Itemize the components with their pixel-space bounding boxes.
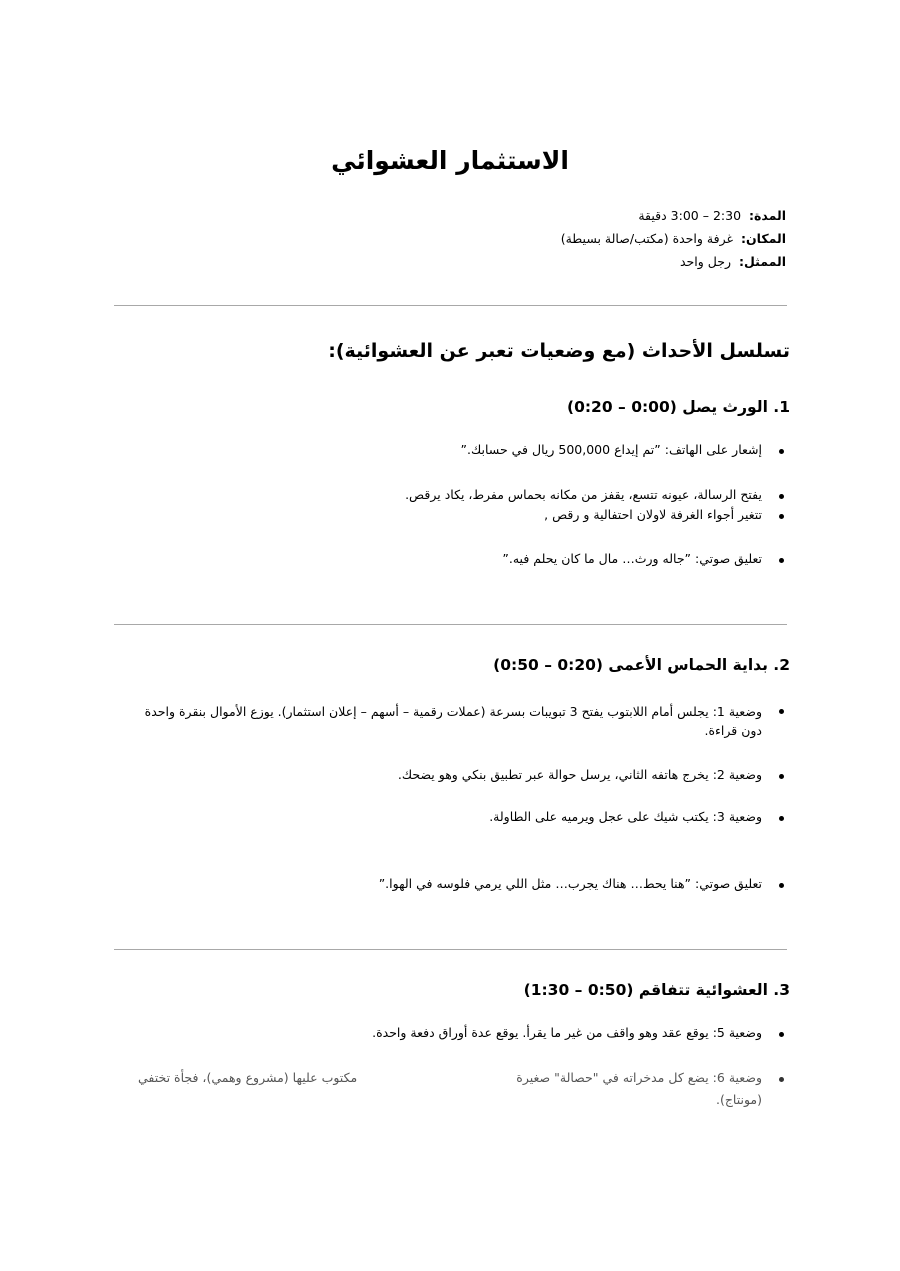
list-item: وضعية 6: يضع كل مدخراته في "حصالة" صغيرة (516, 1070, 762, 1085)
list-item: تعليق صوتي: ”هنا يحط… هناك يجرب… مثل اللي يرمي فلوسه في الهوا.” (378, 876, 762, 891)
list-item-continuation: مكتوب عليها (مشروع وهمي)، فجأة تختفي (138, 1070, 358, 1085)
sequence-heading: تسلسل الأحداث (مع وضعيات تعبر عن العشوائية): (328, 340, 790, 362)
list-item: تتغير أجواء الغرفة لاولان احتفالية و رقص , (544, 507, 762, 522)
section-2-heading: 2. بداية الحماس الأعمى (0:20 – 0:50) (493, 656, 790, 674)
list-item: وضعية 1: يجلس أمام اللابتوب يفتح 3 تبويبات بسرعة (عملات رقمية – أسهم – إعلان استثمار). يوزع الأموال بنقرة واحدة دون قراءة. (132, 702, 762, 740)
divider (114, 305, 787, 306)
list-item: يفتح الرسالة، عيونه تتسع، يقفز من مكانه بحماس مفرط، يكاد يرقص. (405, 487, 762, 502)
location-label: المكان: (741, 231, 786, 246)
section-1-heading: 1. الورث يصل (0:00 – 0:20) (566, 398, 790, 416)
section-3-heading: 3. العشوائية تتفاقم (0:50 – 1:30) (523, 981, 790, 999)
divider (114, 624, 787, 625)
location-value: غرفة واحدة (مكتب/صالة بسيطة) (560, 231, 733, 246)
actor-value: رجل واحد (679, 254, 731, 269)
location-row (561, 231, 786, 246)
list-item: تعليق صوتي: ”جاله ورث… مال ما كان يحلم فيه.” (502, 551, 762, 566)
document-title: الاستثمار العشوائي (331, 146, 569, 175)
duration-value: 2:30 – 3:00 دقيقة (638, 208, 742, 223)
duration-row (638, 208, 786, 223)
actor-label: الممثل: (739, 254, 786, 269)
actor-row (680, 254, 786, 269)
divider (114, 949, 787, 950)
list-item: وضعية 5: يوقع عقد وهو واقف من غير ما يقرأ. يوقع عدة أوراق دفعة واحدة. (372, 1025, 762, 1040)
list-item: وضعية 3: يكتب شيك على عجل ويرميه على الطاولة. (489, 809, 762, 824)
list-item: إشعار على الهاتف: ”تم إيداع 500,000 ريال في حسابك.” (460, 442, 762, 457)
duration-label: المدة: (749, 208, 786, 223)
list-item: وضعية 2: يخرج هاتفه الثاني، يرسل حوالة عبر تطبيق بنكي وهو يضحك. (397, 767, 762, 782)
list-item-continuation: (مونتاج). (715, 1092, 762, 1107)
